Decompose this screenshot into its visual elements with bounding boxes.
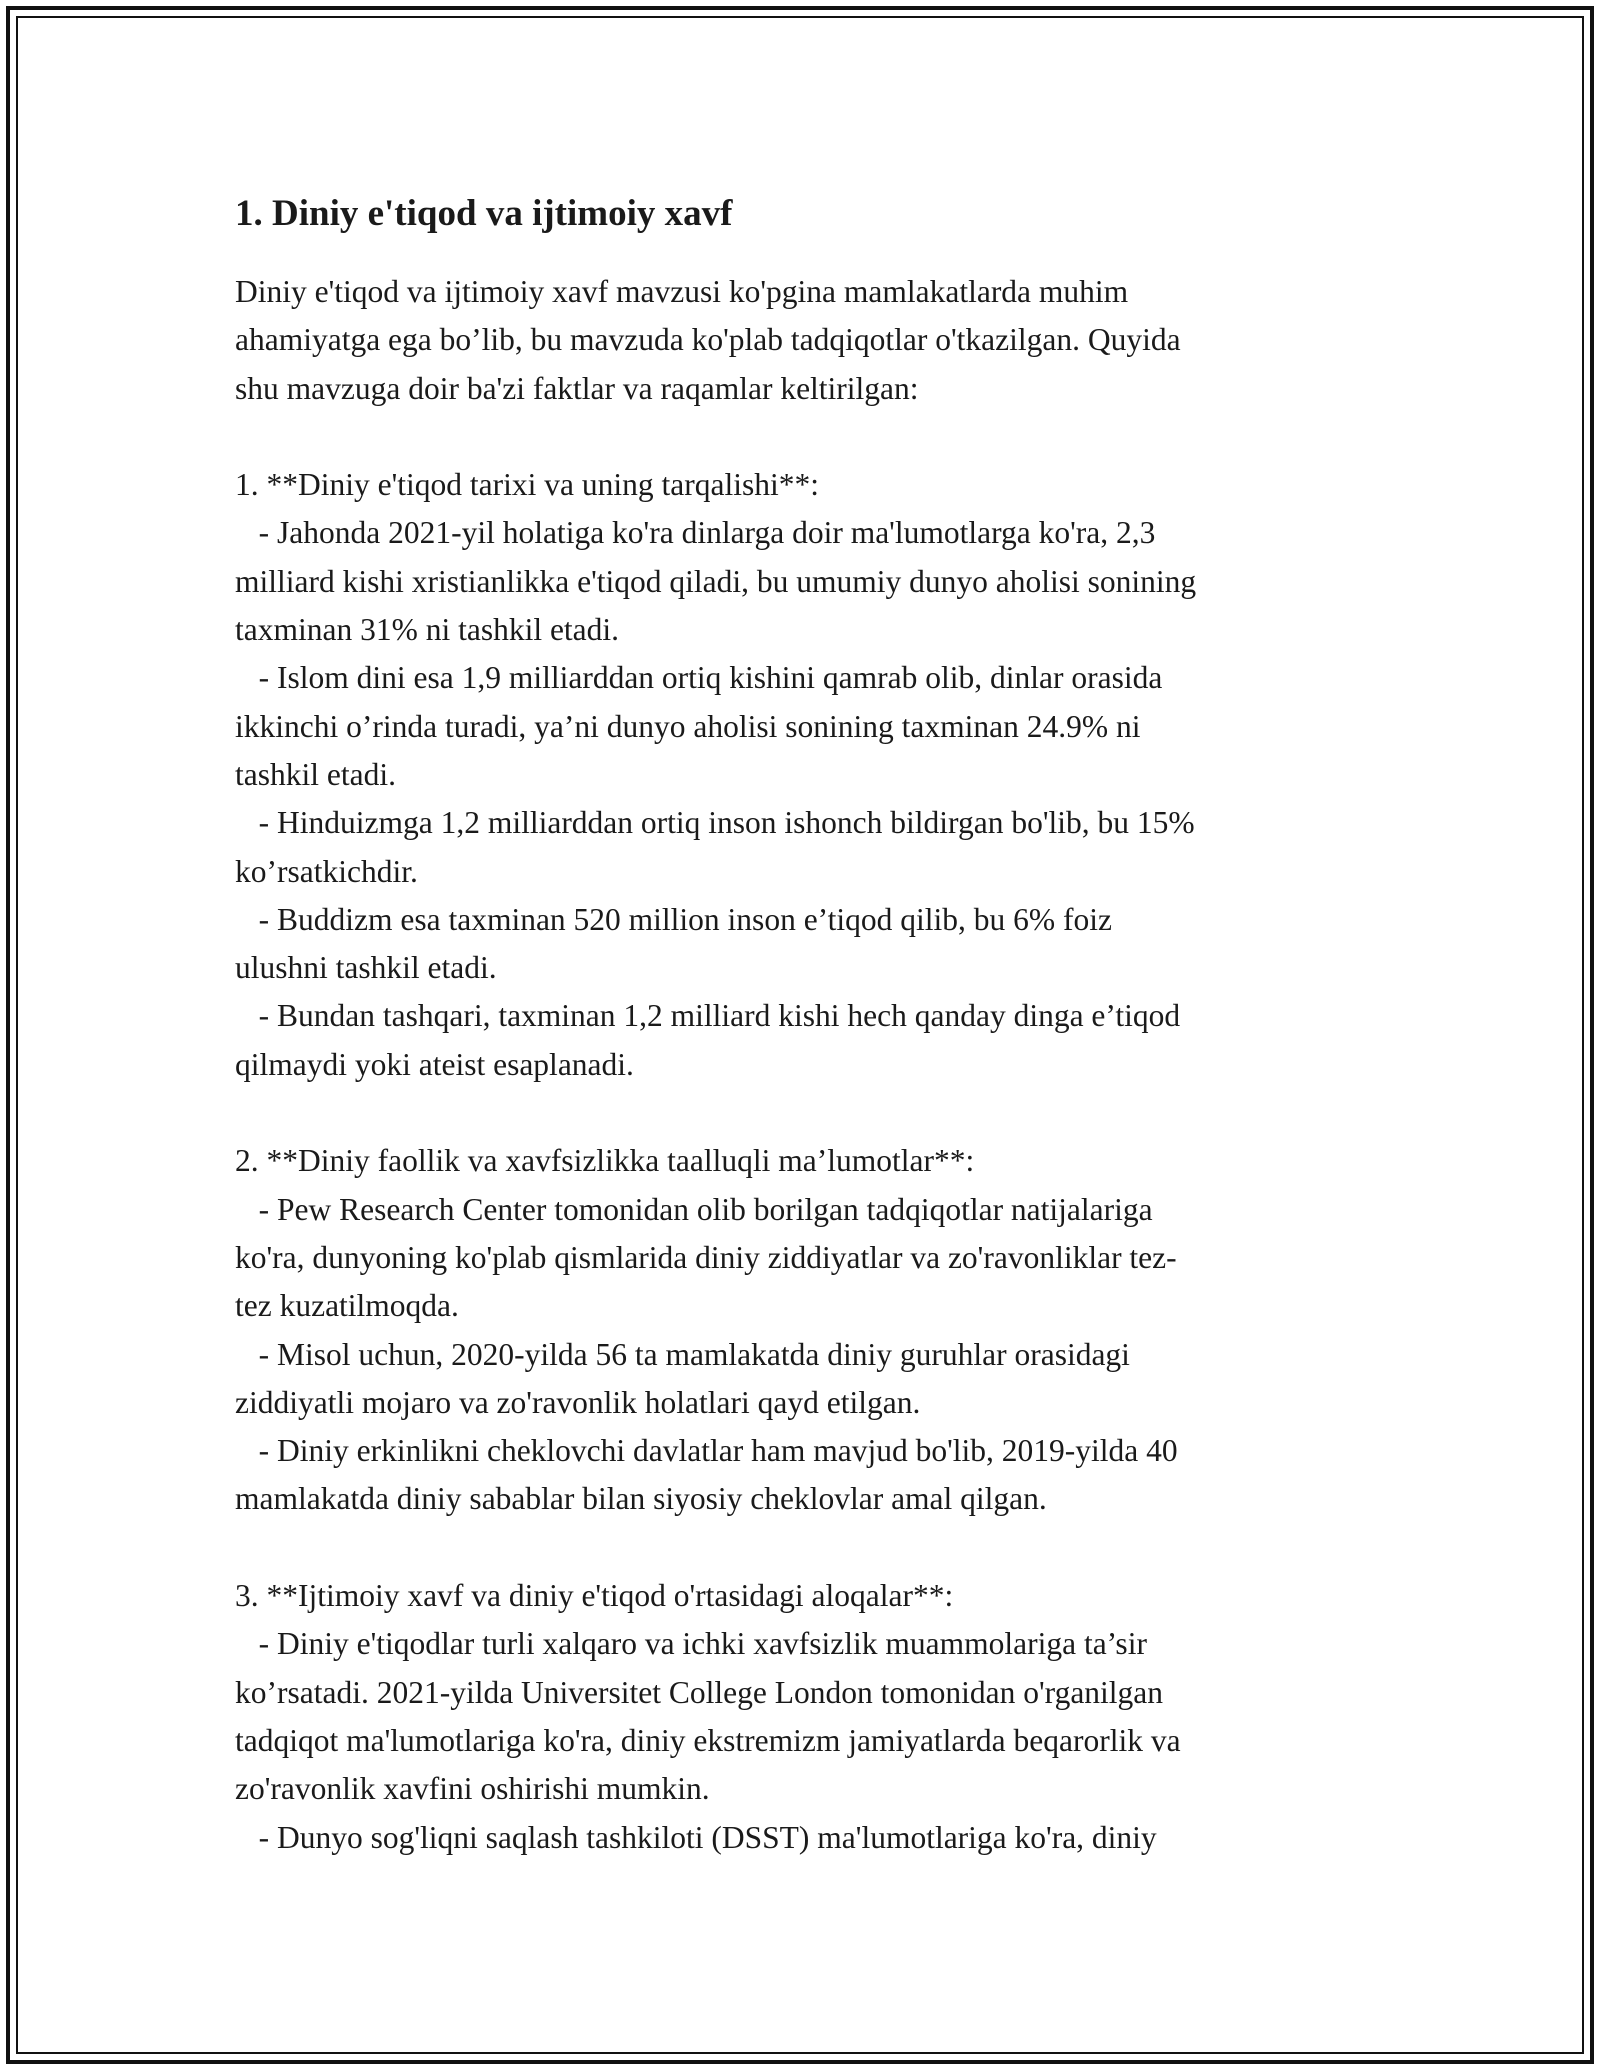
document-body: Diniy e'tiqod va ijtimoiy xavf mavzusi ko'pgina mamlakatlarda muhim ahamiyatga ega bo’lib, bu mavzuda ko'plab tadqiqotlar o'tkazilgan. Quyida shu mavzuga doir ba'zi faktlar va raqamlar keltirilgan: 1. **Diniy e'tiqod tarixi va uning tarqalishi**: - Jahonda 2021-yil holatiga ko'ra dinlarga doir ma'lumotlarga ko'ra, 2,3 milliard kishi xristianlikka e'tiqod qiladi, bu umumiy dunyo aholisi sonining taxminan 31% ni tashkil etadi. - Islom dini esa 1,9 milliarddan ortiq kishini qamrab olib, dinlar orasida ikkinchi o’rinda turadi, ya’ni dunyo aholisi sonining taxminan 24.9% ni tashkil etadi. - Hinduizmga 1,2 milliarddan ortiq inson ishonch bildirgan bo'lib, bu 15% ko’rsatkichdir. - Buddizm esa taxminan 520 million inson e’tiqod qilib, bu 6% foiz ulushni tashkil etadi. - Bundan tashqari, taxminan 1,2 milliard kishi hech qanday dinga e’tiqod qilmaydi yoki ateist esaplanadi. 2. **Diniy faollik va xavfsizlikka taalluqli ma’lumotlar**: - Pew Research Center tomonidan olib borilgan tadqiqotlar natijalariga ko'ra, dunyoning ko'plab qismlarida diniy ziddiyatlar va zo'ravonliklar tez- tez kuzatilmoqda. - Misol uchun, 2020-yilda 56 ta mamlakatda diniy guruhlar orasidagi ziddiyatli mojaro va zo'ravonlik holatlari qayd etilgan. - Diniy erkinlikni cheklovchi davlatlar ham mavjud bo'lib, 2019-yilda 40 mamlakatda diniy sabablar bilan siyosiy cheklovlar amal qilgan. 3. **Ijtimoiy xavf va diniy e'tiqod o'rtasidagi aloqalar**: - Diniy e'tiqodlar turli xalqaro va ichki xavfsizlik muammolariga ta’sir ko’rsatadi. 2021-yilda Universitet College London tomonidan o'rganilgan tadqiqot ma'lumotlariga ko'ra, diniy ekstremizm jamiyatlarda beqarorlik va zo'ravonlik xavfini oshirishi mumkin. - Dunyo sog'liqni saqlash tashkiloti (DSST) ma'lumotlariga ko'ra, diniy <box>235 274 1197 1855</box>
document-content <box>235 190 1385 1862</box>
document-title: 1. Diniy e'tiqod va ijtimoiy xavf <box>235 193 733 234</box>
